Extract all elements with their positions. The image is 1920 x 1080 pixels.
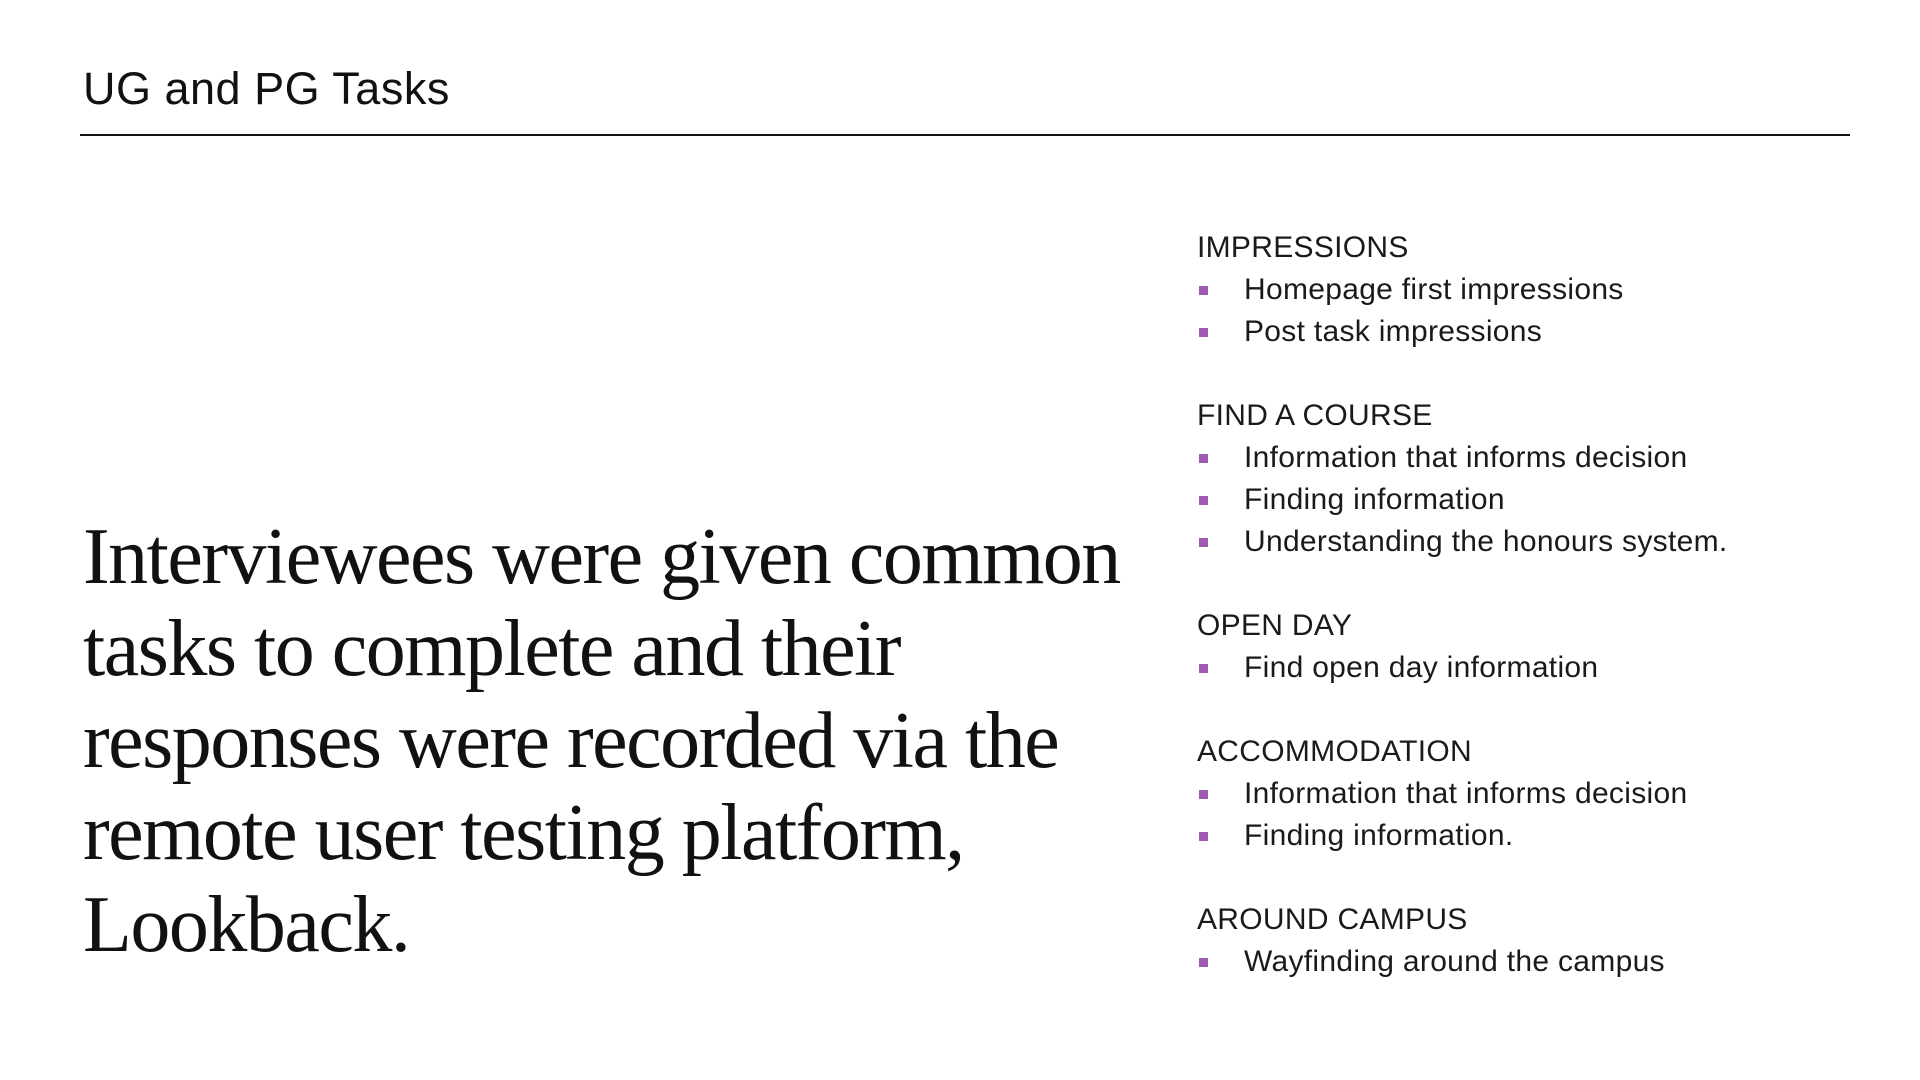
task-list [1197, 647, 1857, 689]
list-item-label: Finding information. [1244, 819, 1514, 852]
list-item-label: Post task impressions [1244, 315, 1543, 348]
task-group-around-campus [1197, 899, 1857, 983]
square-bullet-icon [1199, 538, 1208, 547]
list-item-label: Information that informs decision [1244, 441, 1688, 474]
list-item-label: Information that informs decision [1244, 777, 1688, 810]
task-group-accommodation [1197, 731, 1857, 857]
task-group-find-a-course [1197, 395, 1857, 563]
task-list [1197, 269, 1857, 353]
task-group-heading: AROUND CAMPUS [1197, 903, 1468, 936]
square-bullet-icon [1199, 454, 1208, 463]
task-list [1197, 941, 1857, 983]
task-panel [1197, 227, 1857, 1025]
list-item-label: Homepage first impressions [1244, 273, 1624, 306]
list-item [1197, 647, 1857, 689]
task-group-heading: OPEN DAY [1197, 609, 1353, 642]
task-list [1197, 773, 1857, 857]
square-bullet-icon [1199, 328, 1208, 337]
task-group-heading: FIND A COURSE [1197, 399, 1433, 432]
list-item [1197, 815, 1857, 857]
task-list [1197, 437, 1857, 563]
task-group-heading: IMPRESSIONS [1197, 231, 1409, 264]
task-group-open-day [1197, 605, 1857, 689]
page-title: UG and PG Tasks [83, 63, 450, 114]
task-group-impressions [1197, 227, 1857, 353]
list-item-label: Wayfinding around the campus [1244, 945, 1665, 978]
list-item-label: Find open day information [1244, 651, 1599, 684]
square-bullet-icon [1199, 664, 1208, 673]
list-item [1197, 773, 1857, 815]
list-item [1197, 269, 1857, 311]
summary-statement: Interviewees were given common tasks to complete and their responses were recorded via the remote user testing platform, Lookback. [83, 513, 1120, 969]
list-item-label: Understanding the honours system. [1244, 525, 1728, 558]
task-group-heading: ACCOMMODATION [1197, 735, 1472, 768]
square-bullet-icon [1199, 286, 1208, 295]
square-bullet-icon [1199, 832, 1208, 841]
list-item [1197, 479, 1857, 521]
list-item [1197, 521, 1857, 563]
square-bullet-icon [1199, 958, 1208, 967]
list-item [1197, 437, 1857, 479]
list-item [1197, 311, 1857, 353]
list-item [1197, 941, 1857, 983]
header-divider [80, 134, 1850, 136]
square-bullet-icon [1199, 790, 1208, 799]
list-item-label: Finding information [1244, 483, 1505, 516]
square-bullet-icon [1199, 496, 1208, 505]
